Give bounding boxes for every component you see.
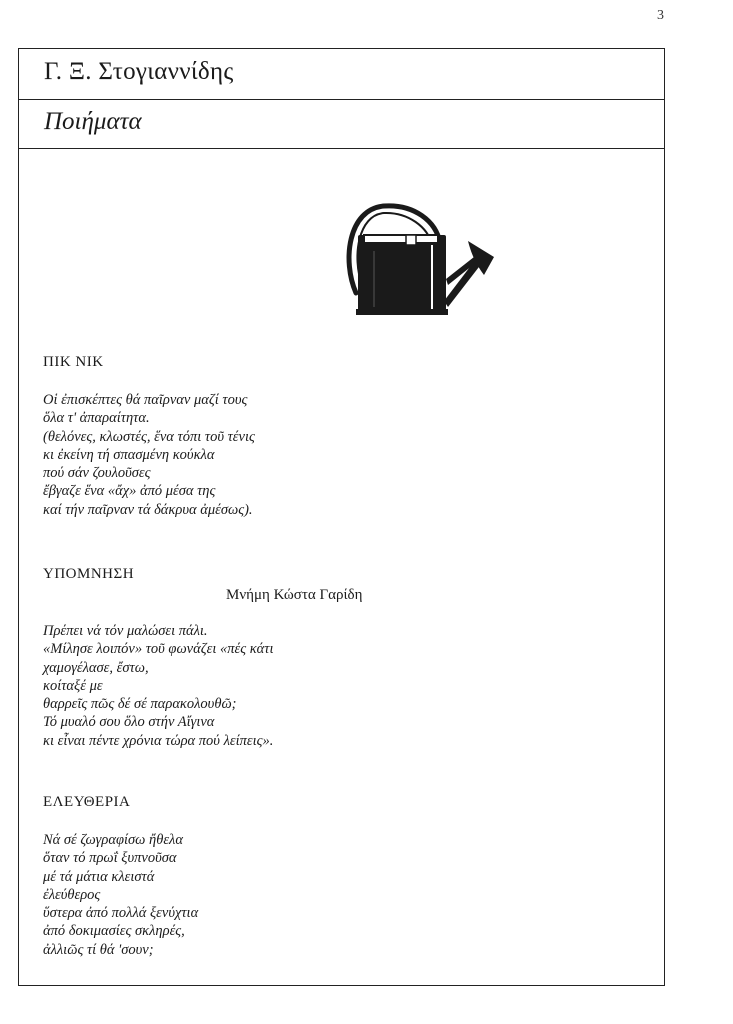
poem-body-ypomnisi xyxy=(43,622,274,750)
poem-line: Νά σέ ζωγραφίσω ἤθελα xyxy=(43,832,183,848)
poem-line: ὕστερα ἀπό πολλά ξενύχτια xyxy=(43,905,199,922)
poem-dedication: Μνήμη Κώστα Γαρίδη xyxy=(226,587,363,603)
author-header xyxy=(19,49,664,100)
poem-line: ἔβγαζε ἕνα «ἄχ» ἀπό μέσα της xyxy=(43,483,216,500)
author-name: Γ. Ξ. Στογιαννίδης xyxy=(44,58,234,85)
page-frame xyxy=(18,48,665,986)
poem-title: ΥΠΟΜΝΗΣΗ xyxy=(43,566,135,582)
poem-line: ἀπό δοκιμασίες σκληρές, xyxy=(43,923,185,940)
title-header xyxy=(19,100,664,149)
poem-ypomnisi xyxy=(43,566,134,583)
poem-line: Οἱ ἐπισκέπτες θά παῖρναν μαζί τους xyxy=(43,392,248,408)
poem-line: θαρρεῖς πῶς δέ σέ παρακολουθῶ; xyxy=(43,696,237,713)
poem-line: «Μίλησε λοιπόν» τοῦ φωνάζει «πές κάτι xyxy=(43,641,274,658)
poem-line: μέ τά μάτια κλειστά xyxy=(43,868,155,885)
poem-line: ὅλα τ' ἀπαραίτητα. xyxy=(43,410,150,427)
poem-line: κι ἐκείνη τή σπασμένη κούκλα xyxy=(43,446,215,463)
poem-body xyxy=(43,831,198,959)
poem-line: πού σάν ζουλοῦσες xyxy=(43,465,151,482)
poem-line: ἐλεύθερος xyxy=(43,886,101,903)
poem-line: καί τήν παῖρναν τά δάκρυα ἀμέσως). xyxy=(43,501,253,518)
poem-line: χαμογέλασε, ἔστω, xyxy=(43,659,149,676)
watering-can-icon xyxy=(344,201,504,326)
poem-pik-nik xyxy=(43,354,255,519)
poem-line: ὅταν τό πρωΐ ξυπνοῦσα xyxy=(43,850,177,867)
page-number: 3 xyxy=(657,8,664,23)
poem-line: κι εἶναι πέντε χρόνια τώρα πού λείπεις». xyxy=(43,732,274,749)
poem-eleftheria xyxy=(43,794,198,959)
poem-line: Τό μυαλό σου ὅλο στήν Αἴγινα xyxy=(43,714,215,731)
poem-body xyxy=(43,391,255,519)
poem-line: κοίταξέ με xyxy=(43,677,103,694)
book-title: Ποιήματα xyxy=(44,108,142,135)
poem-line: Πρέπει νά τόν μαλώσει πάλι. xyxy=(43,623,208,639)
watering-can-drawing xyxy=(344,201,504,321)
poem-title: ΕΛΕΥΘΕΡΙΑ xyxy=(43,794,131,810)
poem-title: ΠΙΚ ΝΙΚ xyxy=(43,354,104,370)
poem-line: (θελόνες, κλωστές, ἕνα τόπι τοῦ τένις xyxy=(43,428,255,445)
poem-line: ἀλλιῶς τί θά 'σουν; xyxy=(43,941,154,958)
